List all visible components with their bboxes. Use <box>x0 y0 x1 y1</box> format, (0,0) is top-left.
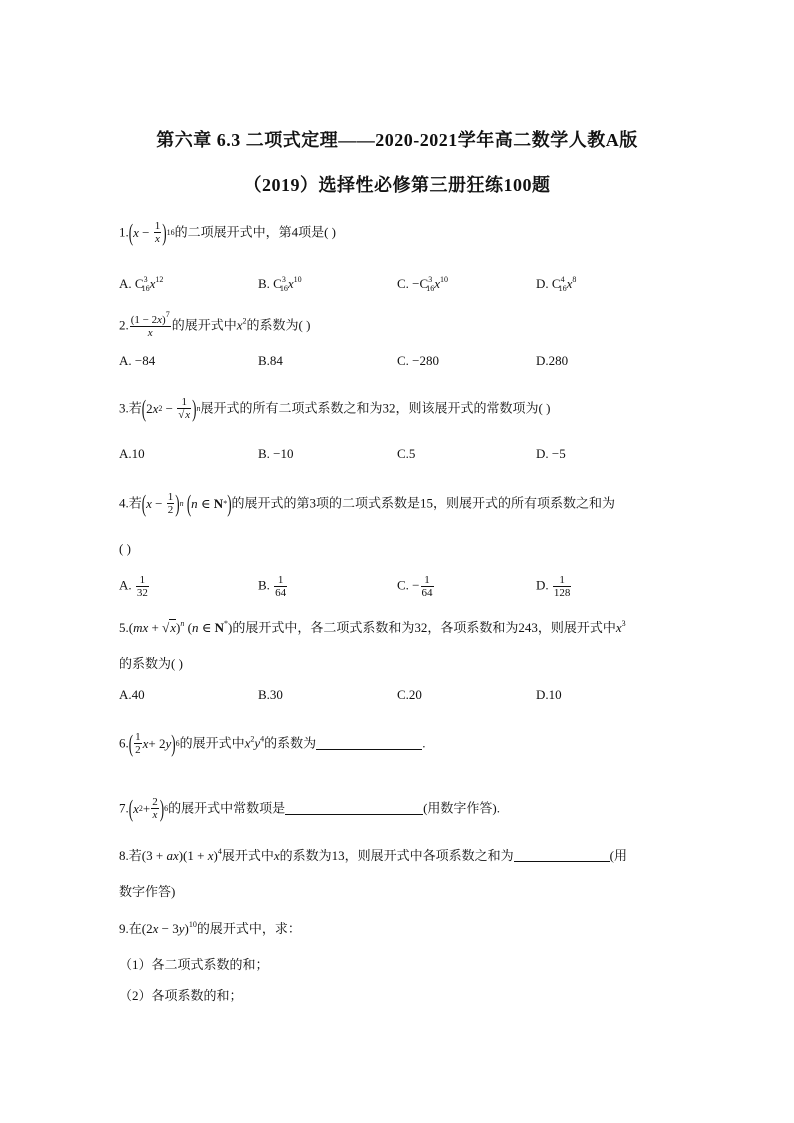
question-3: 3.若 ( 2 x 2 − $\frac{1}{√x}$ ) n 展开式的所有二项式系数之和为32，则该展开式的常数项为( ) <box>119 393 551 422</box>
q1-option-c: C. $-C^3_{16}x^{10}$ <box>397 275 448 293</box>
q1-option-a: A. $C^3_{16}x^{12}$ <box>119 275 164 293</box>
q4-continuation: ( ) <box>119 541 131 556</box>
question-9: 9.在$(2x - 3y)^{10}$的展开式中，求： <box>119 920 301 936</box>
q4-option-d: D. $\frac{1}{128}$ <box>536 574 571 599</box>
q4-expression: ( x − $\frac{1}{2}$ ) n ( n ∈ N * ) <box>141 488 232 517</box>
q6-answer-blank[interactable] <box>316 735 422 750</box>
q7-expression: ( x 2 + $\frac{2}{x}$ ) 6 <box>128 793 169 822</box>
q9-sub-2: （2）各项系数的和； <box>119 988 243 1003</box>
q2-option-c: C. −280 <box>397 353 440 368</box>
q2-option-d: D.280 <box>536 353 569 368</box>
q6-expression: ( $\frac{1}{2}$ x + 2 y ) 6 <box>128 728 180 757</box>
q2-option-a: A. −84 <box>119 353 156 368</box>
question-8: 8.若$(3 + ax)(1 + x)^4$展开式中x的系数为13，则展开式中各项系数之和为 (用 <box>119 847 627 863</box>
q8-expression: $(3 + ax)(1 + x)^4$ <box>141 847 222 863</box>
q3-expression: ( 2 x 2 − $\frac{1}{√x}$ ) n <box>141 393 201 422</box>
q3-option-b: B. −10 <box>258 446 294 461</box>
q5-option-a: A.40 <box>119 687 145 702</box>
q8-answer-blank[interactable] <box>514 847 610 862</box>
q2-expression: $\frac{(1 - 2x)^7}{x}$ <box>130 310 170 339</box>
q3-option-c: C.5 <box>397 446 416 461</box>
q4-option-b: B. $\frac{1}{64}$ <box>258 574 287 599</box>
q8-continuation: 数字作答) <box>119 884 176 899</box>
q1-expression: ( x − $\frac{1}{x}$ ) 16 <box>128 217 175 246</box>
q9-expression: $(2x - 3y)^{10}$ <box>141 920 197 936</box>
q4-option-a: A. $\frac{1}{32}$ <box>119 574 148 599</box>
question-2: 2. $\frac{(1 - 2x)^7}{x}$ 的展开式中$x^2$的系数为( ) <box>119 310 311 339</box>
q5-expression: (mx + √x)$^n$ (n ∈ N*) <box>128 619 233 635</box>
q4-option-c: C. − $\frac{1}{64}$ <box>397 574 433 599</box>
q1-option-d: D. $C^4_{16}x^8$ <box>536 275 577 293</box>
q1-text: 的二项展开式中，第4项是( ) <box>174 224 336 240</box>
q2-option-b: B.84 <box>258 353 283 368</box>
question-6: 6. ( $\frac{1}{2}$ x + 2 y ) 6 的展开式中$x^2y^4$的系数为 . <box>119 728 426 757</box>
q5-option-d: D.10 <box>536 687 562 702</box>
q5-continuation: 的系数为( ) <box>119 656 183 671</box>
question-7: 7. ( x 2 + $\frac{2}{x}$ ) 6 的展开式中常数项是 (用数字作答). <box>119 793 500 822</box>
q1-option-b: B. $C^3_{16}x^{10}$ <box>258 275 302 293</box>
question-1: 1. ( x − $\frac{1}{x}$ ) 16 的二项展开式中，第4项是( ) <box>119 217 336 246</box>
q5-option-b: B.30 <box>258 687 283 702</box>
q5-option-c: C.20 <box>397 687 422 702</box>
question-4: 4.若 ( x − $\frac{1}{2}$ ) n ( n ∈ N * ) 的展开式的第3项的二项式系数是15，则展开式的所有项系数之和为 <box>119 488 616 517</box>
question-5: 5.(mx + √x)$^n$ (n ∈ N*)的展开式中，各二项式系数和为32，各项系数和为243，则展开式中$x^3$ <box>119 619 626 635</box>
q7-answer-blank[interactable] <box>285 800 423 815</box>
document-title-line1: 第六章 6.3 二项式定理——2020-2021学年高二数学人教A版 <box>156 130 638 150</box>
q3-option-a: A.10 <box>119 446 145 461</box>
q9-sub-1: （1）各二项式系数的和； <box>119 957 269 972</box>
document-title-line2: （2019）选择性必修第三册狂练100题 <box>243 175 551 195</box>
q3-option-d: D. −5 <box>536 446 566 461</box>
